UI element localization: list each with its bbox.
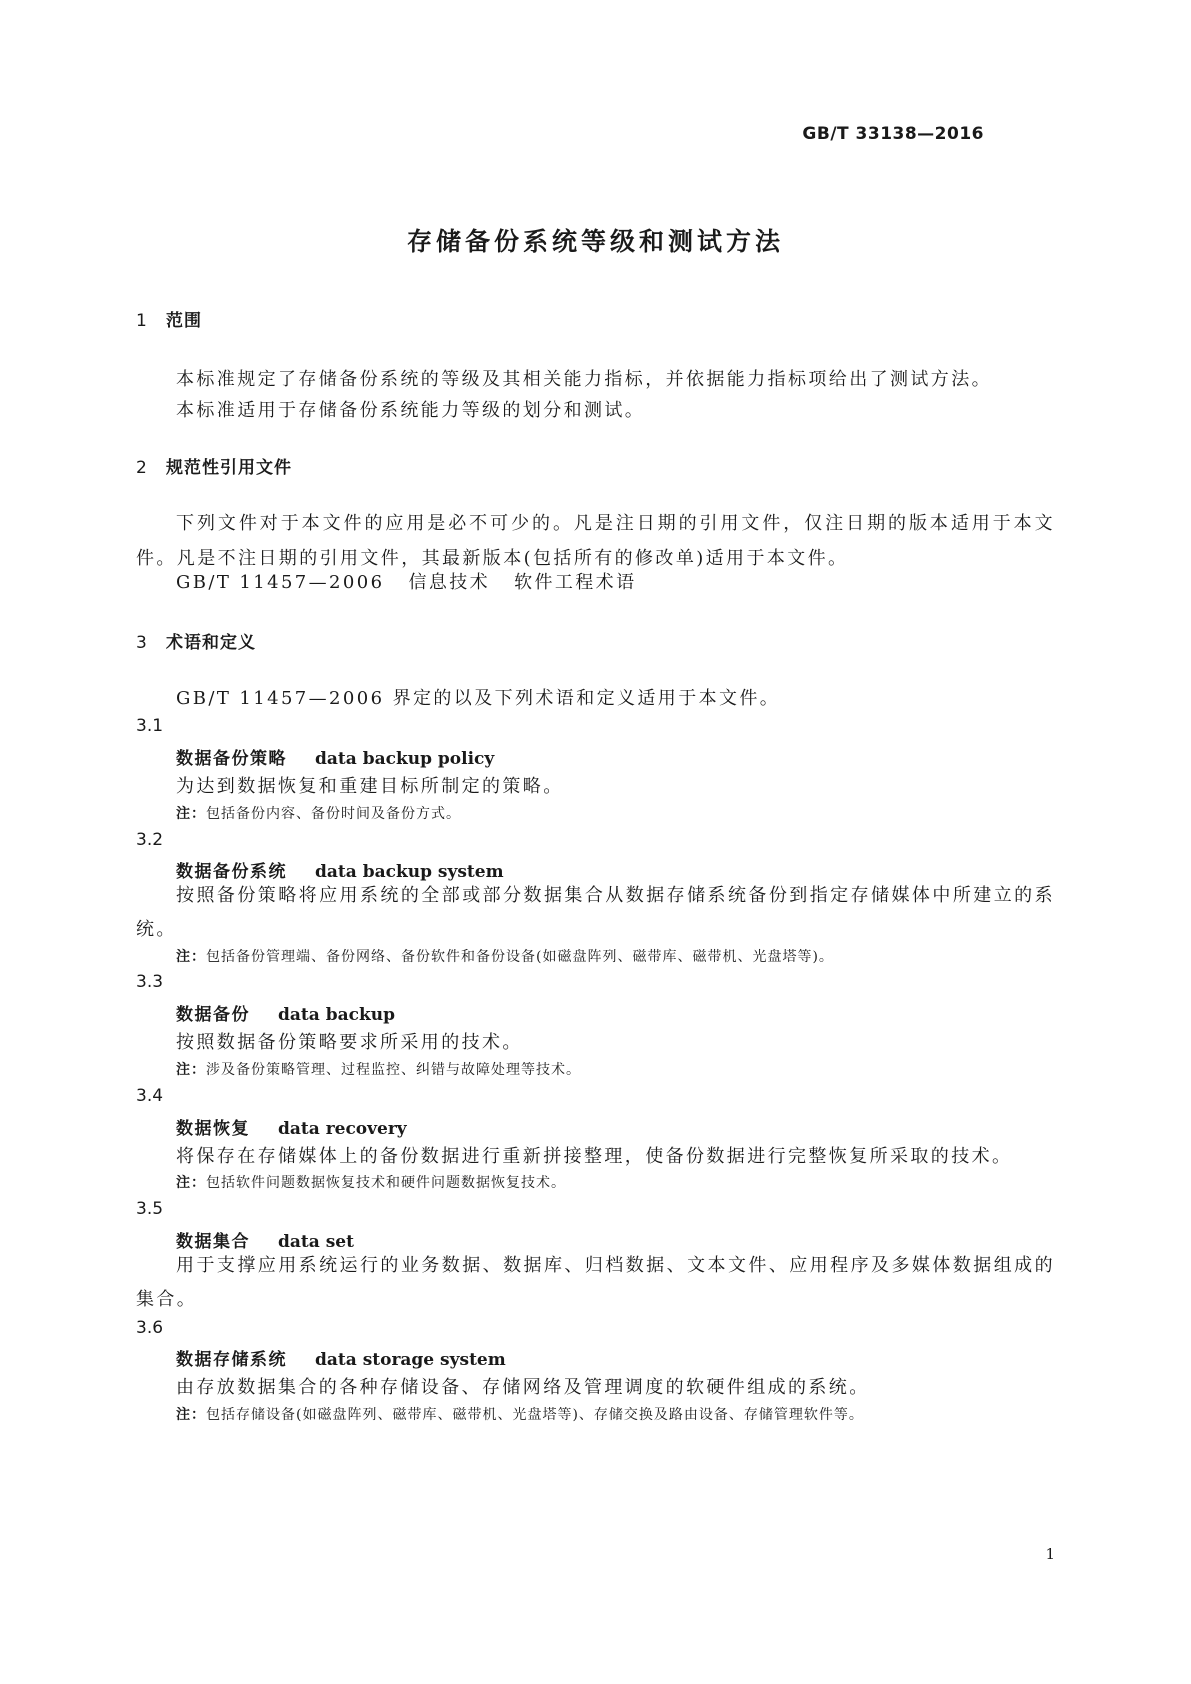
section-number: 3 — [136, 633, 148, 653]
section-number: 2 — [136, 458, 148, 478]
reference-code: GB/T 11457—2006 — [176, 572, 385, 593]
section-number: 1 — [136, 311, 148, 331]
term-note — [176, 1172, 566, 1192]
term-definition: 由存放数据集合的各种存储设备、存储网络及管理调度的软硬件组成的系统。 — [176, 1377, 870, 1398]
term-number: 3.3 — [136, 972, 164, 992]
term-note — [176, 803, 461, 823]
term-number: 3.1 — [136, 716, 164, 736]
section-1-heading — [136, 306, 202, 331]
term-definition: 将保存在存储媒体上的备份数据进行重新拼接整理，使备份数据进行完整恢复所采取的技术。 — [176, 1146, 1013, 1167]
note-text: 包括存储设备(如磁盘阵列、磁带库、磁带机、光盘塔等)、存储交换及路由设备、存储管理软件等。 — [206, 1407, 864, 1423]
note-text: 涉及备份策略管理、过程监控、纠错与故障处理等技术。 — [206, 1062, 581, 1078]
reference-title-part-1: 信息技术 — [408, 572, 491, 593]
term-note — [176, 946, 834, 966]
term-number: 3.4 — [136, 1086, 164, 1106]
term-heading — [176, 1114, 407, 1139]
note-label: 注： — [176, 1062, 206, 1078]
term-name-zh: 数据备份系统 — [176, 862, 287, 882]
section-title: 规范性引用文件 — [166, 458, 292, 478]
note-text: 包括备份内容、备份时间及备份方式。 — [206, 806, 461, 822]
term-name-en: data backup policy — [315, 749, 495, 769]
term-definition: 按照备份策略将应用系统的全部或部分数据集合从数据存储系统备份到指定存储媒体中所建立的系统。 — [136, 885, 1055, 940]
note-label: 注： — [176, 949, 206, 965]
note-label: 注： — [176, 1175, 206, 1191]
term-heading — [176, 1345, 506, 1370]
term-definition: 为达到数据恢复和重建目标所制定的策略。 — [176, 776, 564, 797]
standard-number: GB/T 33138—2016 — [802, 124, 984, 144]
scope-paragraph-2: 本标准适用于存储备份系统能力等级的划分和测试。 — [176, 400, 646, 421]
term-heading — [176, 744, 494, 769]
term-name-zh: 数据备份策略 — [176, 749, 287, 769]
section-3-heading — [136, 628, 256, 653]
reference-title-part-2: 软件工程术语 — [514, 572, 637, 593]
term-name-zh: 数据备份 — [176, 1005, 250, 1025]
terms-intro: GB/T 11457—2006 界定的以及下列术语和定义适用于本文件。 — [176, 688, 781, 709]
section-title: 范围 — [166, 311, 202, 331]
term-number: 3.6 — [136, 1318, 164, 1338]
term-number: 3.2 — [136, 830, 164, 850]
term-name-en: data backup system — [315, 862, 504, 882]
reference-entry — [176, 568, 636, 594]
term-name-zh: 数据恢复 — [176, 1119, 250, 1139]
term-name-zh: 数据存储系统 — [176, 1350, 287, 1370]
note-text: 包括软件问题数据恢复技术和硬件问题数据恢复技术。 — [206, 1175, 566, 1191]
term-name-en: data storage system — [315, 1350, 506, 1370]
term-name-en: data set — [278, 1232, 354, 1252]
term-definition: 用于支撑应用系统运行的业务数据、数据库、归档数据、文本文件、应用程序及多媒体数据组成的集合。 — [136, 1255, 1055, 1310]
page-number: 1 — [1045, 1545, 1055, 1563]
term-name-en: data backup — [278, 1005, 395, 1025]
section-2-heading — [136, 453, 292, 478]
term-heading — [176, 1000, 395, 1025]
scope-paragraph-1: 本标准规定了存储备份系统的等级及其相关能力指标，并依据能力指标项给出了测试方法。 — [176, 369, 992, 390]
term-note — [176, 1404, 864, 1424]
term-name-en: data recovery — [278, 1119, 407, 1139]
normative-references-paragraph: 下列文件对于本文件的应用是必不可少的。凡是注日期的引用文件，仅注日期的版本适用于本文件。凡是不注日期的引用文件，其最新版本(包括所有的修改单)适用于本文件。 — [136, 513, 1055, 569]
document-title: 存储备份系统等级和测试方法 — [406, 227, 784, 256]
term-definition: 按照数据备份策略要求所采用的技术。 — [176, 1032, 523, 1053]
term-number: 3.5 — [136, 1199, 164, 1219]
note-label: 注： — [176, 1407, 206, 1423]
note-label: 注： — [176, 806, 206, 822]
term-name-zh: 数据集合 — [176, 1232, 250, 1252]
term-note — [176, 1059, 581, 1079]
note-text: 包括备份管理端、备份网络、备份软件和备份设备(如磁盘阵列、磁带库、磁带机、光盘塔等)。 — [206, 949, 834, 965]
section-title: 术语和定义 — [166, 633, 256, 653]
